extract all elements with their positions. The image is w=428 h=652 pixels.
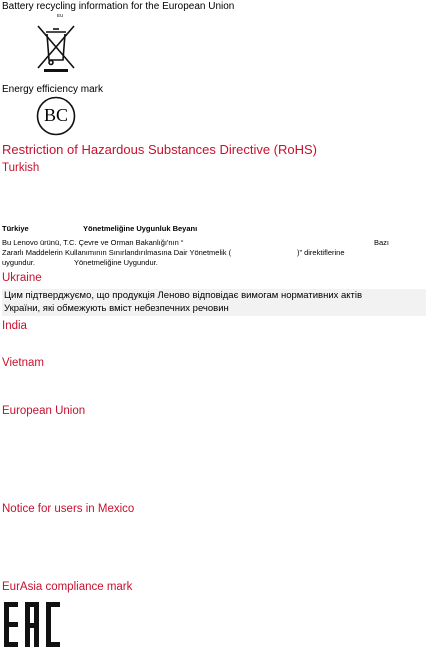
eu-label: EU	[57, 13, 64, 18]
energy-heading: Energy efficiency mark	[2, 84, 103, 95]
ukraine-line-2: України, які обмежують вміст небезпечних речовин	[4, 303, 229, 314]
turkish-line-1: Bu Lenovo ürünü, T.C. Çevre ve Orman Bakanlığı'nın “	[2, 238, 184, 247]
turkish-statement-title: Yönetmeliğine Uygunluk Beyanı	[83, 224, 198, 233]
mexico-heading: Notice for users in Mexico	[2, 503, 135, 515]
turkish-line-2-end: )” direktiflerine	[297, 248, 345, 257]
turkish-statement-country: Türkiye	[2, 224, 29, 233]
ukraine-heading: Ukraine	[2, 272, 42, 284]
turkish-line-2: Zararlı Maddelerin Kullanımının Sınırlandırılmasına Dair Yönetmelik (	[2, 248, 232, 257]
eu-heading: European Union	[2, 405, 86, 417]
crossed-out-bin-icon	[34, 22, 78, 72]
eac-mark-icon	[4, 602, 62, 647]
turkish-line-3: uygundur.	[2, 258, 35, 267]
turkish-line-3-end: Yönetmeliğine Uygundur.	[74, 258, 158, 267]
vietnam-heading: Vietnam	[2, 357, 44, 369]
turkish-line-1-end: Bazı	[374, 238, 390, 247]
ukraine-line-1: Цим підтверджуємо, що продукція Леново відповідає вимогам нормативних актів	[4, 290, 363, 301]
bc-mark-text: BC	[43, 105, 68, 125]
rohs-title: Restriction of Hazardous Substances Directive (RoHS)	[2, 142, 318, 157]
battery-heading: Battery recycling information for the European Union	[2, 1, 235, 12]
eurasia-heading: EurAsia compliance mark	[2, 581, 133, 593]
india-heading: India	[2, 320, 27, 332]
turkish-heading: Turkish	[2, 162, 40, 174]
